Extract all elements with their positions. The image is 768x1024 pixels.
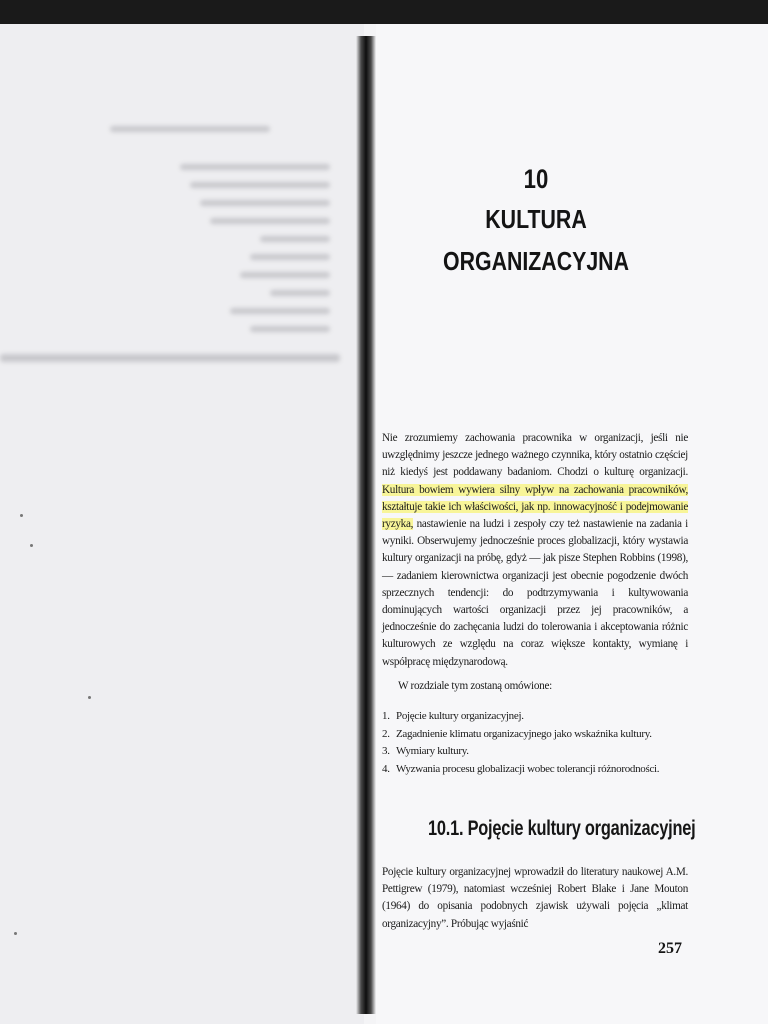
outline-item (382, 761, 659, 779)
intro-text-start: Nie zrozumiemy zachowania pracownika w organizacji, jeśli nie uwzględnimy jeszcze jednego ważnego czynnika, który ostatnio częściej niż kiedyś jest poddawany badaniom. Chodzi o kulturę organizacji. (382, 432, 688, 479)
outline-item-number: 1. (382, 710, 390, 722)
section-paragraph: Pojęcie kultury organizacyjnej wprowadził do literatury naukowej A.M. Pettigrew (1979), natomiast wcześniej Robert Blake i Jane Mouton (1964) do opisania podobnych zjawisk używali pojęcia „klimat organizacyjny”. Próbując wyjaśnić (382, 866, 688, 930)
section-heading: 10.1. Pojęcie kultury organizacyjnej (428, 817, 696, 840)
outline-list (382, 708, 659, 778)
outline-item-text: Zagadnienie klimatu organizacyjnego jako wskaźnika kultury. (396, 727, 652, 740)
chapter-number: 10 (523, 164, 549, 194)
outline-item-text: Wyzwania procesu globalizacji wobec tolerancji różnorodności. (396, 762, 660, 775)
intro-paragraph (382, 430, 688, 671)
outline-item (382, 708, 659, 726)
book-page (376, 24, 768, 1024)
outline-item-text: Wymiary kultury. (396, 745, 469, 757)
page-number: 257 (658, 940, 682, 957)
outline-item (382, 743, 659, 761)
outline-item-number: 2. (382, 727, 390, 740)
outline-item-text: Pojęcie kultury organizacyjnej. (396, 710, 524, 722)
facing-page-bleed-through (0, 24, 364, 1024)
chapter-title-line-2: ORGANIZACYJNA (443, 246, 629, 276)
chapter-title-line-1: KULTURA (485, 204, 587, 234)
outline-item (382, 726, 659, 744)
outline-intro: W rozdziale tym zostaną omówione: (398, 680, 552, 692)
book-gutter-shadow (356, 36, 376, 1014)
highlighted-passage: Kultura bowiem wywiera silny wpływ na zachowania pracowników, kształtuje takie ich właściwości, jak np. innowacyjność i podejmowanie ryzyka, (382, 483, 688, 531)
scan-top-edge (0, 0, 768, 24)
outline-item-number: 3. (382, 745, 390, 757)
intro-text-end: nastawienie na ludzi i zespoły czy też nastawienie na zadania i wyniki. Obserwujemy jednocześnie proces globalizacji, który wystawia kultury organizacji na próbę, gdyż — jak pisze Stephen Robbins (1998), — zadaniem kierownictwa organizacji jest obecnie pogodzenie dwóch sprzecznych tendencji: do podtrzymywania i kultywowania dominujących wartości organizacji przez jej pracowników, a jednocześnie do zachęcania ludzi do tolerowania i akceptowania różnic kulturowych ze względu na coraz większe kontakty, wymianę i współpracę międzynarodową. (382, 518, 688, 668)
outline-item-number: 4. (382, 762, 390, 775)
